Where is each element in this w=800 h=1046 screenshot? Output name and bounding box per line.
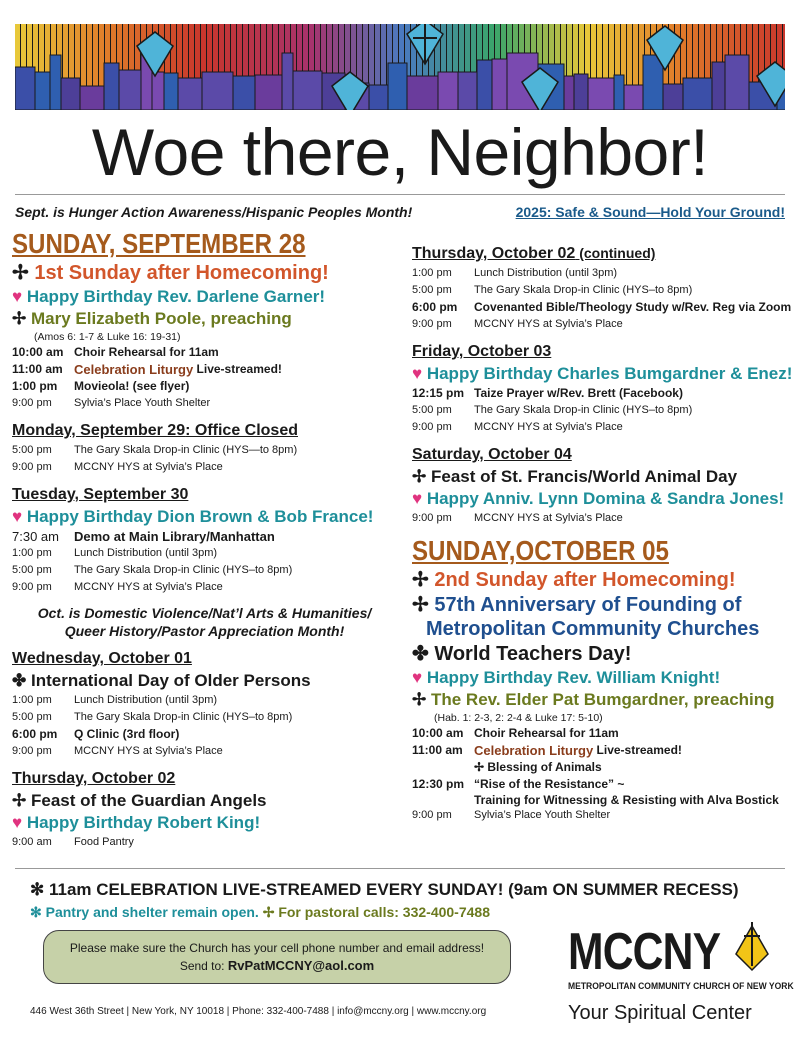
line-text: 2nd Sunday after Homecoming! [434,569,736,591]
skyline-building [388,63,407,110]
line-text: Mary Elizabeth Poole, preaching [30,309,292,328]
skyline-building [233,76,255,110]
event-time: 10:00 am [12,345,64,359]
event-text: MCCNY HYS at Sylvia’s Place [74,581,223,593]
event-text: Lunch Distribution (until 3pm) [474,267,618,279]
event-text: Q Clinic (3rd floor) [74,727,180,741]
contact-reminder-box [43,930,511,984]
event-time: 9:00 pm [412,421,452,433]
event-row [412,807,790,824]
page-title: Woe there, Neighbor! [91,115,709,189]
skyline-building [683,78,712,110]
birthday-line [12,506,397,528]
stained-glass-banner [15,24,785,110]
liturgy-label: Celebration Liturgy [74,362,194,377]
sunday-sep28-heading: SUNDAY, SEPTEMBER 28 [12,228,306,259]
event-time: 10:00 am [412,726,464,740]
event-text: The Gary Skala Drop-in Clinic (HYS–to 8pm) [74,564,293,576]
continued-label: (continued) [575,245,656,261]
event-text: Choir Rehearsal for 11am [74,345,219,359]
skyline-building [588,78,614,110]
cross-icon: ✢ [412,594,429,616]
line-text: 57th Anniversary of Founding of [434,594,742,616]
event-text: The Gary Skala Drop-in Clinic (HYS—to 8pm) [74,444,298,456]
event-text: Sylvia’s Place Youth Shelter [74,397,211,409]
line-text: The Rev. Elder Pat Bumgardner, preaching [430,690,775,709]
event-time: 11:00 am [412,743,463,757]
event-text: Training for Witnessing & Resisting with Alva Bostick [474,793,779,807]
event-time: 1:00 pm [12,694,52,706]
event-text: MCCNY HYS at Sylvia’s Place [474,318,623,330]
line-text: 11am CELEBRATION LIVE-STREAMED EVERY SUNDAY! (9am ON SUMMER RECESS) [48,880,739,899]
send-to-label: Send to: [179,959,225,973]
event-time: 11:00 am [12,362,63,376]
skyline-building [407,76,438,110]
skyline-building [61,78,80,110]
right-column [412,242,793,824]
event-text: “Rise of the Resistance” ~ [474,777,625,791]
scripture-note: (Amos 6: 1-7 & Luke 16: 19-31) [34,331,181,343]
birthday-line [412,667,790,689]
skyline-building [164,73,178,110]
heart-icon: ♥ [12,507,23,526]
event-row [412,316,790,333]
line-text: International Day of Older Persons [30,671,311,690]
event-text: MCCNY HYS at Sylvia’s Place [74,745,223,757]
event-text: MCCNY HYS at Sylvia’s Place [474,421,623,433]
heart-icon: ♥ [412,489,423,508]
event-row [12,442,397,459]
line-text: World Teachers Day! [434,643,632,665]
skyline-building [152,72,164,110]
skyline-building [725,55,749,110]
event-text: Taize Prayer w/Rev. Brett (Facebook) [474,386,683,400]
thursday-continued-heading [412,242,790,265]
subheader-right: 2025: Safe & Sound—Hold Your Ground! [515,204,785,220]
heart-icon: ♥ [12,813,23,832]
wednesday-heading: Wednesday, October 01 [12,650,192,667]
skyline-building [624,85,643,110]
skyline-building [293,71,322,110]
event-time: 9:00 am [12,836,52,848]
flower-cross-icon: ✤ [412,643,429,665]
event-row [412,299,790,316]
event-time: 12:30 pm [412,777,465,791]
tuesday-heading: Tuesday, September 30 [12,486,189,503]
event-time: 9:00 pm [12,397,52,409]
event-text: Lunch Distribution (until 3pm) [74,694,218,706]
cross-icon: ✢ [12,262,29,284]
event-row [12,562,397,579]
event-row [412,282,790,299]
heart-icon: ♥ [412,364,423,383]
cross-icon: ✢ [474,760,488,774]
skyline-building [202,72,233,110]
skyline-building [663,84,683,110]
event-text: Lunch Distribution (until 3pm) [74,547,218,559]
event-text: The Gary Skala Drop-in Clinic (HYS–to 8pm) [474,284,693,296]
reminder-text: Please make sure the Church has your cell phone number and email address! [69,941,485,955]
event-text: Movieola! (see flyer) [74,379,190,393]
event-row [12,395,397,412]
event-row [12,709,397,726]
pastoral-text: For pastoral calls: 332-400-7488 [278,904,490,920]
event-row [12,834,397,851]
heart-icon: ♥ [12,287,23,306]
cross-icon: ✢ [412,467,427,486]
event-row [412,419,790,436]
skyline-building [255,75,282,110]
address-line: 446 West 36th Street | New York, NY 10018 | Phone: 332-400-7488 | info@mccny.org | www.mccny.org [30,1006,487,1017]
preaching-line [412,689,790,711]
anniversary-line-2: Metropolitan Community Churches [426,618,760,640]
event-time: 1:00 pm [12,379,58,393]
line-text: Feast of St. Francis/World Animal Day [430,467,738,486]
thursday-heading: Thursday, October 02 [12,770,176,787]
event-time: 5:00 pm [412,284,452,296]
cross-icon: ✢ [412,690,427,709]
monday-heading [12,420,397,442]
day-heading: Monday, September 29 [12,422,186,439]
skyline-building [50,55,61,110]
event-text: Blessing of Animals [487,760,602,774]
skyline-building [35,72,50,110]
skyline-building [178,78,202,110]
event-time: 7:30 am [12,529,59,544]
skyline-building [614,75,624,110]
preaching-line [12,308,397,330]
birthday-line [412,363,793,385]
line-text: Happy Birthday Charles Bumgardner & Enez! [426,364,793,383]
homecoming-line [412,567,790,593]
subheader-left: Sept. is Hunger Action Awareness/Hispanic Peoples Month! [15,204,413,220]
event-time: 9:00 pm [412,809,452,821]
liturgy-label: Celebration Liturgy [474,743,594,758]
logo-subtitle: METROPOLITAN COMMUNITY CHURCH OF NEW YORK [568,981,794,991]
livestream-line [30,880,739,900]
event-text: Live-streamed! [196,362,282,376]
birthday-line [12,812,397,834]
event-row [12,344,397,361]
event-row [12,545,397,562]
cross-icon: ✢ [12,791,27,810]
st-francis-line [412,466,790,488]
event-row [12,692,397,709]
heart-icon: ♥ [412,668,423,687]
skyline-building [369,85,388,110]
line-text: 1st Sunday after Homecoming! [34,262,329,284]
cross-icon: ✢ [412,569,429,591]
mccny-logo: MCCNY [568,923,721,981]
october-note-1: Oct. is Domestic Violence/Nat’l Arts & Humanities/ [37,605,372,621]
line-text: Feast of the Guardian Angels [30,791,267,810]
event-text: The Gary Skala Drop-in Clinic (HYS–to 8pm) [74,711,293,723]
event-text: Demo at Main Library/Manhattan [74,529,275,544]
event-row [412,759,790,776]
event-row [12,579,397,596]
pantry-text: Pantry and shelter remain open. [45,904,259,920]
left-column [12,228,397,851]
event-row [412,385,790,402]
event-time: 5:00 pm [12,444,52,456]
scripture-note: (Hab. 1: 2-3, 2: 2-4 & Luke 17: 5-10) [434,712,603,724]
event-time: 6:00 pm [12,727,58,741]
event-text: Food Pantry [74,836,134,848]
saturday-heading: Saturday, October 04 [412,446,572,463]
event-row [412,776,790,793]
line-text: Happy Birthday Rev. Darlene Garner! [26,287,326,306]
anniversary-line [412,488,790,510]
skyline-building [712,62,725,110]
event-text: Choir Rehearsal for 11am [474,726,619,740]
birthday-line [12,286,397,308]
event-time: 5:00 pm [12,711,52,723]
event-time: 9:00 pm [12,581,52,593]
skyline-building [119,70,141,110]
skyline-building [574,74,588,110]
office-closed: : Office Closed [185,422,298,439]
flower-cross-icon: ✤ [12,671,27,690]
event-row [412,742,790,759]
event-row [412,402,790,419]
friday-heading: Friday, October 03 [412,343,552,360]
event-text: MCCNY HYS at Sylvia’s Place [74,461,223,473]
event-time: 5:00 pm [412,404,452,416]
event-time: 9:00 pm [12,461,52,473]
event-time: 1:00 pm [412,267,452,279]
skyline-building [15,67,35,110]
line-text: Happy Birthday Robert King! [26,813,261,832]
event-row [12,378,397,395]
event-row [412,725,790,742]
stained-glass-art [15,24,785,110]
anniversary-line [412,593,790,617]
skyline-building [477,60,492,110]
tagline: Your Spiritual Center [568,1002,752,1024]
event-time: 5:00 pm [12,564,52,576]
event-row [12,459,397,476]
skyline-building [564,76,574,110]
event-time: 9:00 pm [412,512,452,524]
skyline-building [104,63,119,110]
event-time: 12:15 pm [412,386,465,400]
day-heading: Thursday, October 02 [412,245,576,262]
asterisk-icon: ✻ [30,880,45,899]
teachers-day-line [412,641,790,667]
guardian-angels-line [12,790,397,812]
divider [15,194,785,195]
skyline-building [458,72,477,110]
pantry-line [30,904,490,921]
skyline-building [282,53,293,110]
event-row [412,510,790,527]
event-text: Covenanted Bible/Theology Study w/Rev. Reg via Zoom [474,300,792,314]
email-link[interactable]: RvPatMCCNY@aol.com [227,958,375,973]
event-time: 9:00 pm [412,318,452,330]
cross-icon: ✢ [262,904,275,920]
cross-icon: ✢ [12,309,27,328]
line-text: Happy Birthday Rev. William Knight! [426,668,721,687]
skyline-building [80,86,104,110]
event-row [12,361,397,378]
line-text: Happy Birthday Dion Brown & Bob France! [26,507,374,526]
homecoming-line [12,260,397,286]
event-row [12,726,397,743]
october-note-2: Queer History/Pastor Appreciation Month! [64,623,345,639]
older-persons-line [12,670,397,692]
line-text: Happy Anniv. Lynn Domina & Sandra Jones! [426,489,785,508]
event-time: 1:00 pm [12,547,52,559]
event-row [412,265,790,282]
event-row [412,793,790,807]
skyline-building [643,55,663,110]
event-text: Live-streamed! [596,743,682,757]
event-text: Sylvia’s Place Youth Shelter [474,809,611,821]
skyline-building [492,59,507,110]
event-row [12,743,397,760]
sunday-oct05-heading: SUNDAY,OCTOBER 05 [412,535,669,566]
asterisk-icon: ✻ [30,904,42,920]
event-text: The Gary Skala Drop-in Clinic (HYS–to 8pm) [474,404,693,416]
logo-flame-icon [732,920,772,976]
event-time: 6:00 pm [412,300,458,314]
divider [15,868,785,869]
event-time: 9:00 pm [12,745,52,757]
skyline-building [438,72,458,110]
event-text: MCCNY HYS at Sylvia’s Place [474,512,623,524]
event-row [12,528,397,545]
